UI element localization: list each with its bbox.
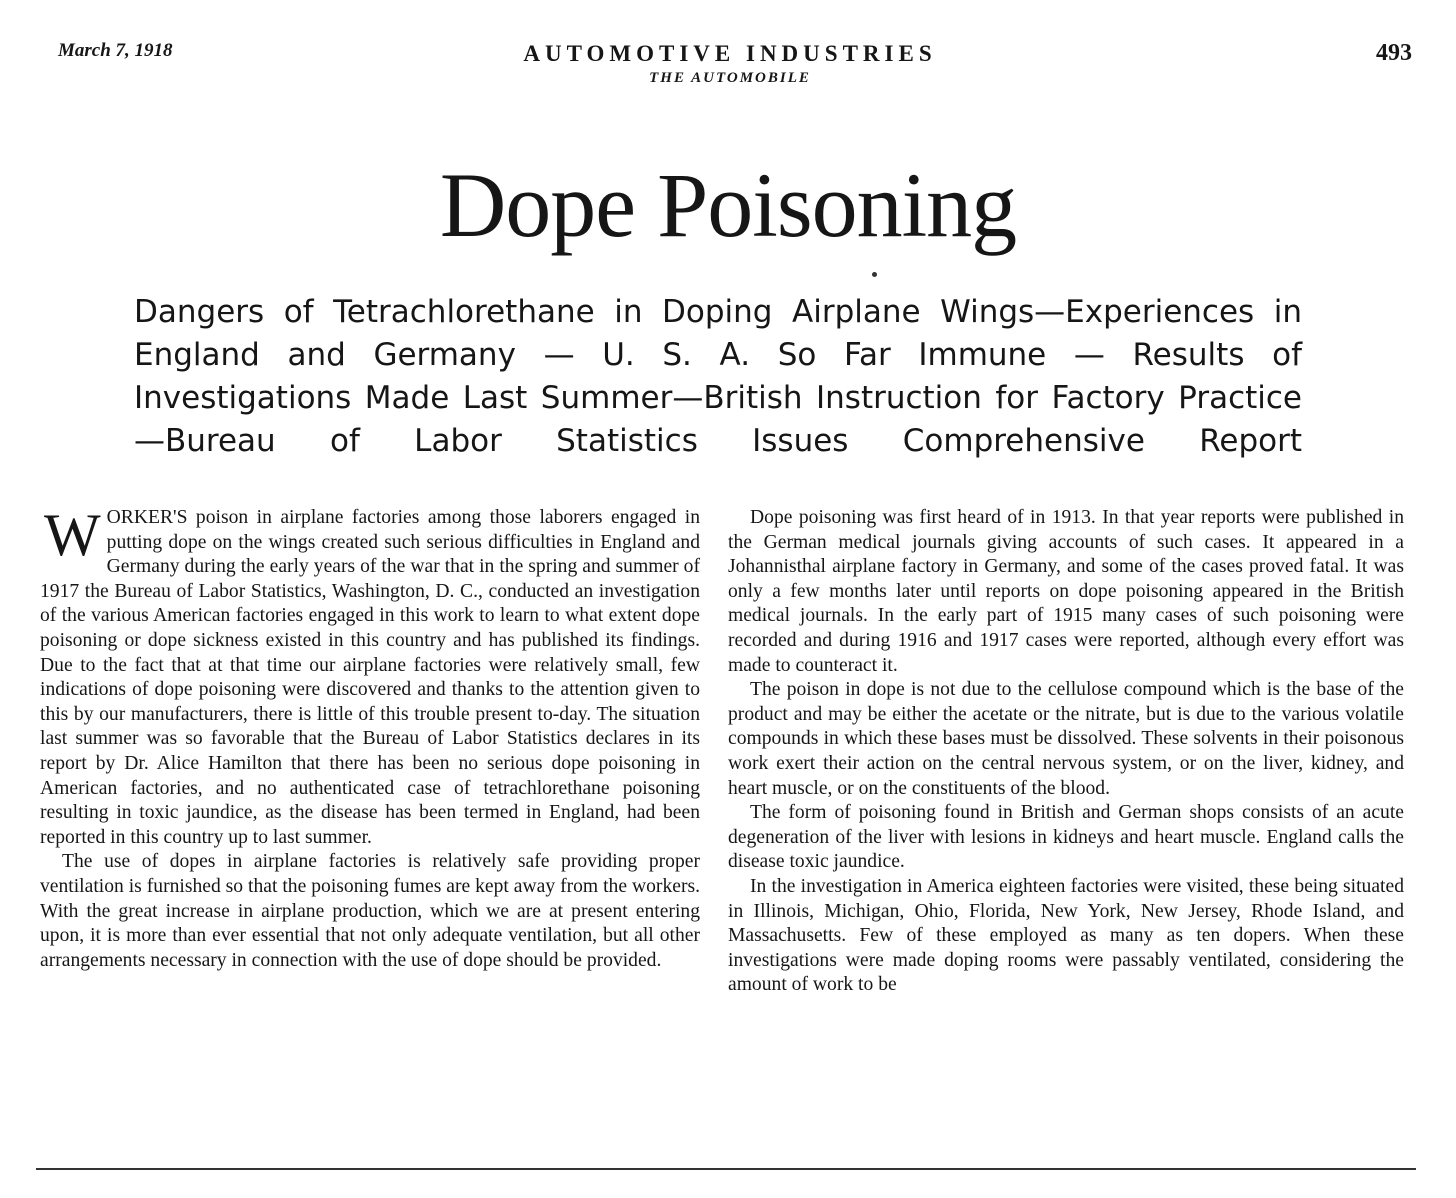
publication-name: AUTOMOTIVE INDUSTRIES: [523, 41, 937, 66]
left-paragraph-1: [40, 502, 700, 850]
publication-subtitle: THE AUTOMOBILE: [649, 70, 811, 86]
right-paragraph-3: The form of poisoning found in British and German shops consists of an acute degeneration of the liver with lesions in kidneys and heart muscle. England calls the disease toxic jaundice.: [728, 802, 1404, 873]
drop-cap: W: [44, 502, 101, 568]
issue-date: March 7, 1918: [58, 40, 173, 61]
footer-rule: [36, 1168, 1416, 1170]
ink-dot: [872, 272, 877, 277]
article-title: Dope Poisoning: [439, 154, 1017, 256]
right-paragraph-1: Dope poisoning was first heard of in 1913. In that year reports were published in the German medical journals giving accounts of such cases. It appeared in a Johannisthal airplane factory in Germany, and some of the cases proved fatal. It was only a few months later until reports on dope poisoning appeared in the British medical journals. In the early part of 1915 many cases of such poisoning were recorded and during 1916 and 1917 cases were reported, although every effort was made to counteract it.: [728, 507, 1404, 676]
left-paragraph-2: The use of dopes in airplane factories is relatively safe providing proper ventilation is furnished so that the poisoning fumes are kept away from the workers. With the great increase in airplane production, which we are at present entering upon, it is more than ever essential that not only adequate ventilation, but all other arrangements necessary in connection with the use of dope should be provided.: [40, 851, 700, 971]
left-paragraph-1-text: ORKER'S poison in airplane factories among those laborers engaged in putting dope on the wings created such serious difficulties in England and Germany during the early years of the war that in the spring and summer of 1917 the Bureau of Labor Statistics, Washington, D. C., conducted an investigation of the various American factories engaged in this work to learn to what extent dope poisoning or dope sickness existed in this country and has published its findings. Due to the fact that at that time our airplane factories were relatively small, few indications of dope poisoning were discovered and thanks to the attention given to this by our manufacturers, there is little of this trouble present to-day. The situation last summer was so favorable that the Bureau of Labor Statistics declares in its report by Dr. Alice Hamilton that there has been no serious dope poisoning in American factories, and no authenticated case of tetrachlorethane poisoning resulting in toxic jaundice, as the disease has been termed in England, had been reported in this country up to last summer.: [40, 507, 700, 848]
right-column: [728, 506, 1404, 998]
right-paragraph-2: The poison in dope is not due to the cellulose compound which is the base of the product and may be either the acetate or the nitrate, but is due to the various volatile compounds in which these bases must be dissolved. These solvents in their poisonous work exert their action on the central nervous system, or on the liver, kidney, and heart muscle, or on the constituents of the blood.: [728, 679, 1404, 799]
page-number: 493: [1376, 40, 1412, 66]
masthead: [440, 40, 1020, 88]
left-column: [40, 502, 700, 973]
right-paragraph-4: In the investigation in America eighteen factories were visited, these being situated in Illinois, Michigan, Ohio, Florida, New York, New Jersey, Rhode Island, and Massachusetts. Few of these employed as many as ten dopers. When these investigations were made doping rooms were passably ventilated, considering the amount of work to be: [728, 875, 1404, 996]
article-subhead: Dangers of Tetrachlorethane in Doping Airplane Wings—Experiences in England and Germany — U. S. A. So Far Immune — Results of Investigations Made Last Summer—British Instruction for Factory Practice—Bureau of Labor Statistics Issues Comprehensive Report: [134, 294, 1302, 459]
